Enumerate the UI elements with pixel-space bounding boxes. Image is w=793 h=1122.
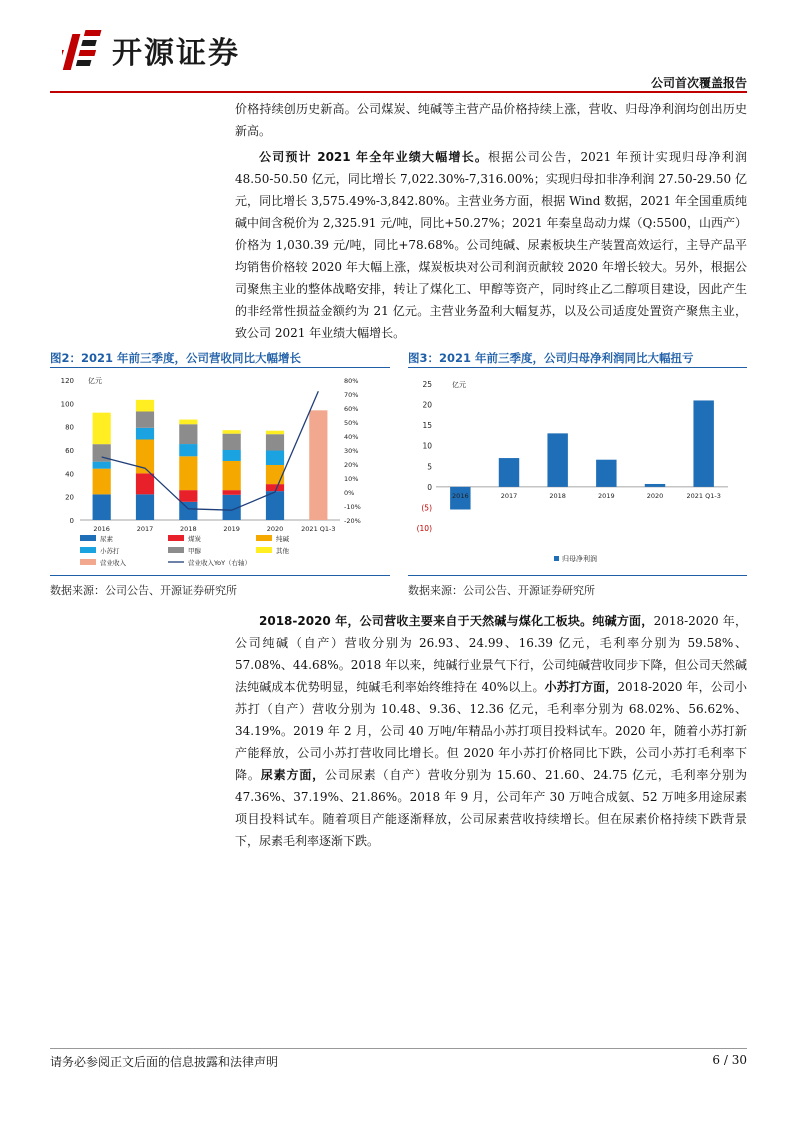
bar-segment [179,490,197,502]
report-type: 公司首次覆盖报告 [650,76,747,90]
page-number: 6 / 30 [712,1053,747,1067]
bar-segment [93,413,111,445]
company-logo [62,28,240,72]
y-tick-label: 25 [422,380,432,389]
footer-disclaimer: 请务必参阅正文后面的信息披露和法律声明 [50,1055,279,1069]
y-tick-label: 0 [69,517,74,525]
x-tick-label: 2018 [180,525,197,533]
y2-tick-label: 10% [344,475,359,483]
bar-segment [179,444,197,456]
x-tick-label: 2018 [549,491,566,500]
x-tick-label: 2021 Q1-3 [301,525,336,533]
bar-segment [266,431,284,435]
bar-segment [309,410,327,520]
paragraph-1: 价格持续创历史新高。公司煤炭、纯碱等主营产品价格持续上涨，营收、归母净利润均创出历史新高。 [235,102,747,138]
legend-swatch [168,535,184,541]
yoy-line [102,391,319,510]
legend-swatch [554,556,559,561]
y-tick-label: 120 [60,377,74,385]
x-tick-label: 2019 [598,491,615,500]
fig2-source: 数据来源：公司公告、开源证券研究所 [50,584,237,597]
bar-segment [93,462,111,469]
x-tick-label: 2019 [223,525,240,533]
x-tick-label: 2020 [266,525,284,533]
bar-segment [179,502,197,520]
legend-label: 纯碱 [276,535,289,543]
bar-segment [266,491,284,520]
bar-segment [136,494,154,520]
para3-bold-1: 2018-2020 年，公司营收主要来自于天然碱与煤化工板块。纯碱方面， [259,614,654,628]
bar-segment [136,473,154,494]
y2-tick-label: -20% [344,517,361,525]
bar-segment [223,461,241,490]
y2-tick-label: 20% [344,461,359,469]
x-tick-label: 2020 [646,491,664,500]
bar [547,433,567,486]
legend-label: 归母净利润 [562,555,597,563]
legend-swatch [256,535,272,541]
bar-segment [136,412,154,428]
fig3-bottom-rule [408,575,747,576]
y-tick-label: 10 [422,441,432,451]
legend-swatch [256,547,272,553]
revenue-chart [50,372,390,572]
y2-tick-label: 40% [344,433,359,441]
legend-swatch [168,547,184,553]
y2-tick-label: 50% [344,419,359,427]
fig2-bottom-rule [50,575,390,576]
legend-label: 其他 [276,547,289,555]
fig3-title: 图3：2021 年前三季度，公司归母净利润同比大幅扭亏 [408,351,694,365]
x-tick-label: 2017 [136,525,154,533]
bar-segment [266,451,284,465]
para2-text: 根据公司公告，2021 年预计实现归母净利润 48.50-50.50 亿元，同比增长 7,022.30%-7,316.00%；实现归母扣非净利润 27.50-29.50 亿元，同比增长 3,575.49%-3,842.80%。主营业务方面，根据 Wind 数据，2021 年全国重质纯碱中间含税价为 2,325.91 元/吨，同比+50.27%；2021 年秦皇岛动力煤（Q:5500，山西产）价格为 1,030.39 元/吨，同比+78.68%。公司纯碱、尿素板块生产装置高效运行，主导产品平均销售价格较 2020 年大幅上涨，煤炭板块对公司利润贡献较 2020 年增长较大。另外，根据公司聚焦主业的整体战略安排，转让了煤化工、甲醇等资产，同时终止乙二醇项目建设，因此产生的非经常性损益金额约为 21 亿元。主营业务盈利大幅复苏，以及公司适度处置资产聚焦主业，致公司 2021 年业绩大幅增长。 [235,150,747,340]
fig2-title: 图2：2021 年前三季度，公司营收同比大幅增长 [50,351,302,365]
y-tick-label: 20 [422,400,432,410]
bar-segment [266,484,284,491]
para3-text-1: 2018-2020 年，公司纯碱（自产）营收分别为 26.93、24.99、16.39 亿元，毛利率分别为 59.58%、57.08%、44.68%。2018 年以来，纯碱行业景气下行，公司纯碱营收同步下降，但公司天然碱法纯碱成本优势明显，纯碱毛利率始终维持在 40%以上。 [235,614,747,694]
legend-swatch [80,547,96,553]
y2-tick-label: 30% [344,447,359,455]
y-tick-label: (10) [416,524,432,533]
legend-label: 尿素 [100,535,113,543]
x-tick-label: 2021 Q1-3 [686,491,721,500]
bar-segment [179,424,197,444]
fig3-top-rule [408,367,747,368]
y2-tick-label: 80% [344,377,359,385]
bar-segment [223,434,241,450]
paragraph-2 [235,146,747,344]
x-tick-label: 2017 [500,491,518,500]
net-profit-chart [408,372,747,572]
bar-segment [223,450,241,461]
logo-mark-icon [62,28,108,72]
header-divider [50,91,747,93]
para2-bold: 公司预计 2021 年全年业绩大幅增长。 [259,150,489,164]
bar [499,458,519,487]
y-tick-label: 100 [60,400,74,409]
y2-tick-label: 70% [344,391,359,399]
y-tick-label: 5 [427,462,432,472]
bar-segment [93,494,111,520]
bar-segment [136,400,154,412]
y-tick-label: 80 [65,423,74,432]
y-tick-label: 15 [422,421,432,431]
bar [645,484,665,487]
para3-text-3: 公司尿素（自产）营收分别为 15.60、21.60、24.75 亿元，毛利率分别为 47.36%、37.19%、21.86%。2018 年 9 月，公司年产 30 万吨合成氨、52 万吨多用途尿素项目投料试车。随着项目产能逐渐释放，公司尿素营收持续增长。但在尿素价格持续下跌背景下，尿素毛利率逐渐下跌。 [235,768,747,848]
y-tick-label: 0 [427,482,432,492]
para3-bold-3: 尿素方面， [260,768,326,782]
y2-tick-label: 60% [344,405,359,413]
bar-segment [266,434,284,450]
bar-segment [223,490,241,495]
para3-bold-2: 小苏打方面， [544,680,618,694]
x-tick-label: 2016 [452,491,469,500]
y-tick-label: (5) [421,503,432,513]
y-axis-unit: 亿元 [452,381,466,389]
legend-swatch [80,535,96,541]
legend-label: 煤炭 [188,535,201,543]
bar [596,460,616,487]
fig3-source: 数据来源：公司公告、开源证券研究所 [408,584,595,597]
legend-swatch [80,559,96,565]
y-tick-label: 40 [65,470,74,479]
bar-segment [136,428,154,440]
x-tick-label: 2016 [93,525,110,533]
fig2-top-rule [50,367,390,368]
legend-label: 营业收入 [100,559,126,567]
legend-label: 甲醇 [188,547,201,555]
legend-label: 营业收入YoY（右轴） [188,559,252,567]
y-tick-label: 20 [65,493,74,502]
legend-label: 小苏打 [100,547,120,555]
bar-segment [93,469,111,495]
y-tick-label: 60 [65,447,74,455]
bar-segment [266,465,284,484]
y-axis-unit: 亿元 [88,377,102,385]
paragraph-3 [235,610,747,852]
page-footer [50,1048,747,1070]
logo-text: 开源证券 [112,36,240,71]
bar [693,400,713,486]
bar-segment [223,430,241,434]
bar-segment [179,456,197,490]
bar-segment [179,420,197,425]
y2-tick-label: -10% [344,503,361,511]
y2-tick-label: 0% [344,489,355,497]
para3-text-2: 2018-2020 年，公司小苏打（自产）营收分别为 10.48、9.36、12.36 亿元，毛利率分别为 68.02%、56.62%、34.19%。2019 年 2 月，公司 40 万吨/年精品小苏打项目投料试车。2020 年，随着小苏打新产能释放，公司小苏打营收同比增长。但 2020 年小苏打价格同比下跌，公司小苏打毛利率下降。 [235,680,747,782]
